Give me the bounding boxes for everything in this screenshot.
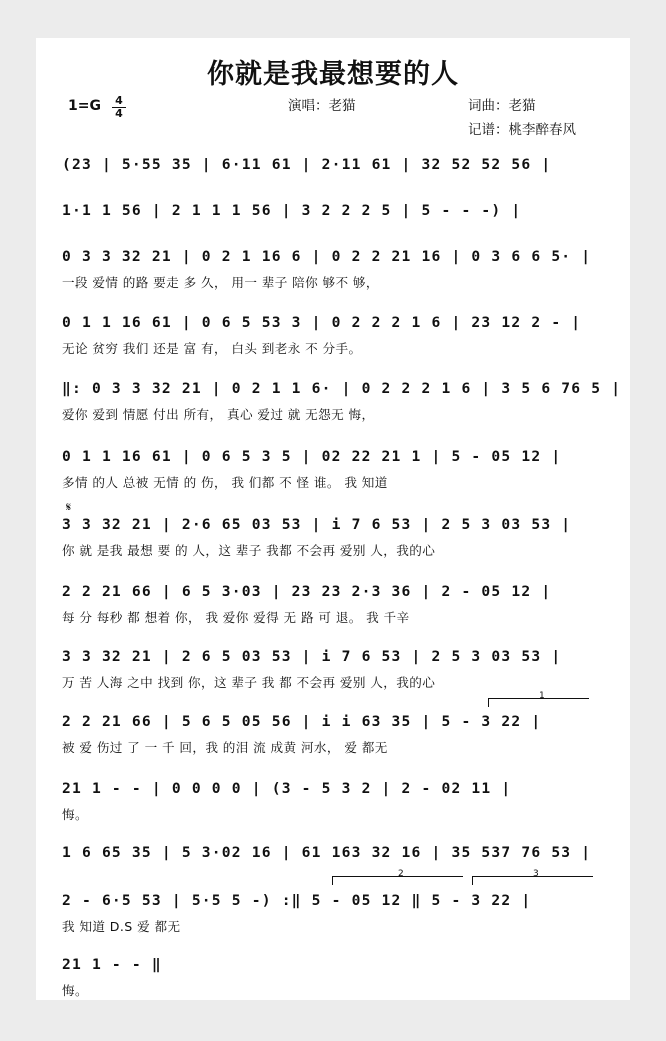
row-lyrics: 无论 贫穷 我们 还是 富 有， 白头 到老永 不 分手。 [62, 341, 362, 356]
row-notes: 21 1 - - ‖ [62, 956, 162, 973]
key-signature: 1=G [68, 98, 101, 114]
transcriber-credit: 记谱：桃李醉春风 [468, 122, 576, 138]
singer-credit: 演唱：老猫 [288, 98, 356, 114]
row-notes: 21 1 - - | 0 0 0 0 | (3 - 5 3 2 | 2 - 02 11 | [62, 780, 512, 797]
row-lyrics: 万 苦 人海 之中 找到 你，这 辈子 我 都 不会再 爱别 人，我的心 [62, 675, 436, 690]
row-notes: 1·1 1 56 | 2 1 1 1 56 | 3 2 2 2 5 | 5 - - -) | [62, 202, 522, 219]
row-lyrics: 一段 爱情 的路 要走 多 久， 用一 辈子 陪你 够不 够， [62, 275, 379, 290]
row-notes: 0 1 1 16 61 | 0 6 5 3 5 | 02 22 21 1 | 5 - 05 12 | [62, 448, 562, 465]
row-notes: 2 - 6·5 53 | 5·5 5 -) :‖ 5 - 05 12 ‖ 5 - 3 22 | [62, 892, 532, 909]
volta-2-bracket [332, 869, 463, 885]
row-lyrics: 多情 的人 总被 无情 的 伤， 我 们都 不 怪 谁。 我 知道 [62, 475, 388, 490]
row-lyrics: 悔。 [62, 983, 88, 998]
row-notes: 0 1 1 16 61 | 0 6 5 53 3 | 0 2 2 2 1 6 | 23 12 2 - | [62, 314, 582, 331]
time-signature-bottom: 4 [115, 107, 123, 120]
volta-3-bracket [472, 869, 593, 885]
composer-credit: 词曲：老猫 [468, 98, 536, 114]
row-notes: 2 2 21 66 | 6 5 3·03 | 23 23 2·3 36 | 2 - 05 12 | [62, 583, 552, 600]
song-title: 你就是我最想要的人 [207, 59, 459, 90]
time-signature [112, 96, 126, 119]
volta-1-label: 1 [539, 691, 545, 701]
row-notes: 1 6 65 35 | 5 3·02 16 | 61 163 32 16 | 35 537 76 53 | [62, 844, 592, 861]
row-lyrics: 你 就 是我 最想 要 的 人，这 辈子 我都 不会再 爱别 人，我的心 [62, 543, 436, 558]
row-notes: 2 2 21 66 | 5 6 5 05 56 | i i 63 35 | 5 - 3 22 | [62, 713, 542, 730]
time-signature-top: 4 [115, 94, 123, 107]
segno-sign: 𝄋 [66, 500, 72, 514]
row-lyrics: 悔。 [62, 807, 88, 822]
row-lyrics: 被 爱 伤过 了 一 千 回，我 的泪 流 成黄 河水， 爱 都无 [62, 740, 388, 755]
row-notes: 3 3 32 21 | 2·6 65 03 53 | i 7 6 53 | 2 5 3 03 53 | [62, 516, 572, 533]
row-notes: 3 3 32 21 | 2 6 5 03 53 | i 7 6 53 | 2 5 3 03 53 | [62, 648, 562, 665]
row-lyrics: 每 分 每秒 都 想着 你， 我 爱你 爱得 无 路 可 退。 我 千辛 [62, 610, 410, 625]
row-lyrics: 爱你 爱到 情愿 付出 所有， 真心 爱过 就 无怨无 悔， [62, 407, 375, 422]
row-notes: (23 | 5·55 35 | 6·11 61 | 2·11 61 | 32 52 52 56 | [62, 156, 552, 173]
row-notes: ‖: 0 3 3 32 21 | 0 2 1 1 6· | 0 2 2 2 1 6 | 3 5 6 76 5 | [62, 380, 622, 397]
score-sheet [36, 38, 630, 1000]
volta-1-bracket [488, 691, 589, 707]
row-notes: 0 3 3 32 21 | 0 2 1 16 6 | 0 2 2 21 16 | 0 3 6 6 5· | [62, 248, 592, 265]
volta-2-label: 2 [398, 869, 404, 879]
row-lyrics: 我 知道 D.S 爱 都无 [62, 919, 181, 934]
volta-3-label: 3 [533, 869, 539, 879]
